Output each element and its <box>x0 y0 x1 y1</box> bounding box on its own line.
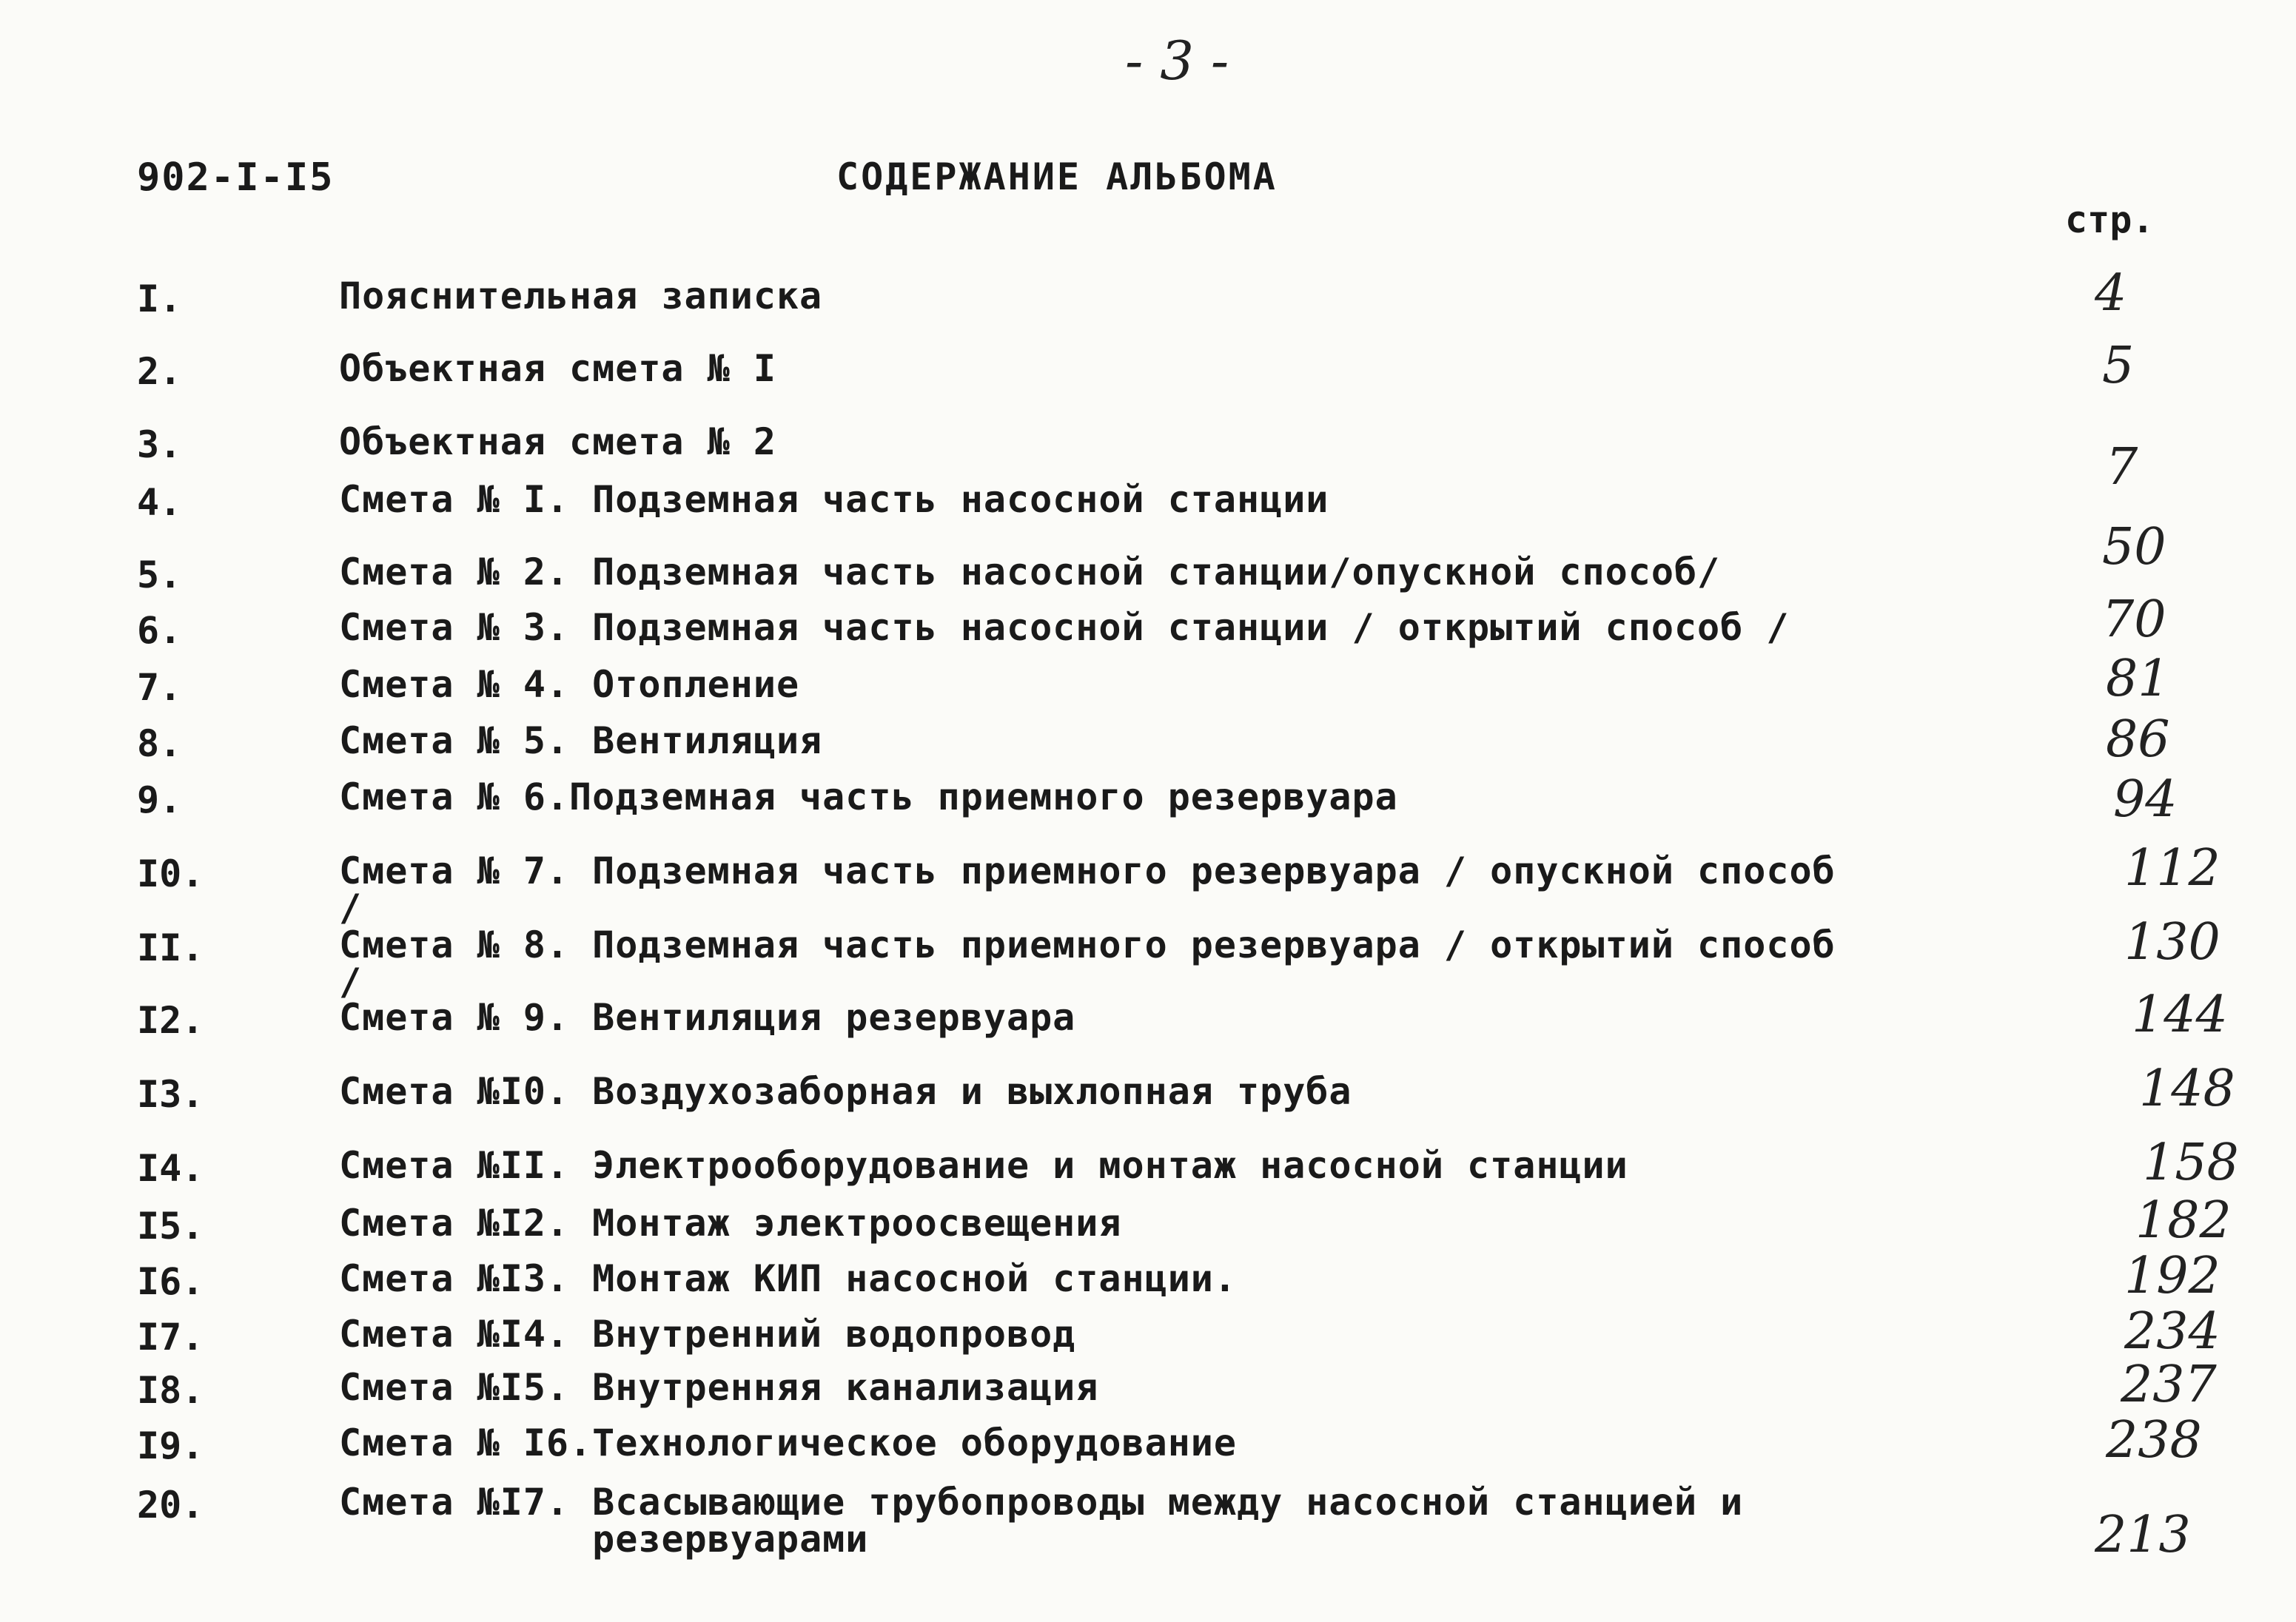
toc-row-text: Смета № 3. Подземная часть насосной станции / открытий способ / <box>339 606 1790 649</box>
toc-row-text: Смета № 5. Вентиляция <box>339 719 823 762</box>
toc-row-text: Смета №I0. Воздухозаборная и выхлопная труба <box>339 1070 1352 1113</box>
toc-row-text: Смета № 6.Подземная часть приемного резервуара <box>339 775 1398 818</box>
toc-row-number: II. <box>137 926 204 969</box>
toc-row-page: 70 <box>2102 590 2166 649</box>
toc-row-number: I4. <box>137 1147 204 1190</box>
toc-row-page: 182 <box>2135 1191 2232 1250</box>
toc-row-page: 192 <box>2124 1247 2221 1305</box>
toc-row-text: Смета №I7. Всасывающие трубопроводы между насосной станцией и резервуарами <box>339 1481 1744 1561</box>
toc-row <box>0 775 2296 845</box>
toc-row-number: 3. <box>137 423 182 466</box>
toc-row-page: 112 <box>2124 839 2221 898</box>
toc-row-number: I2. <box>137 999 204 1042</box>
toc-row-page: 4 <box>2095 264 2127 323</box>
toc-row-text: Смета №I4. Внутренний водопровод <box>339 1313 1076 1356</box>
toc-row-page: 81 <box>2106 650 2170 708</box>
toc-row-number: 4. <box>137 481 182 524</box>
toc-row-number: 6. <box>137 609 182 652</box>
toc-row-page: 237 <box>2121 1356 2217 1414</box>
toc-row-number: I6. <box>137 1260 204 1303</box>
page-number: - 3 - <box>1125 30 1229 92</box>
toc-row-text: Смета №I5. Внутренняя канализация <box>339 1366 1099 1409</box>
toc-row <box>0 913 2296 1003</box>
toc-row <box>0 986 2296 1066</box>
toc-row <box>0 839 2296 929</box>
toc-row-text: Объектная смета № 2 <box>339 420 776 463</box>
toc-row-text: Смета № 8. Подземная часть приемного резервуара / открытий способ / <box>339 923 1859 1003</box>
toc-row-text: Пояснительная записка <box>339 275 823 317</box>
toc-row-text: Смета №II. Электрооборудование и монтаж насосной станции <box>339 1144 1628 1187</box>
document-code: 902-I-I5 <box>137 155 335 200</box>
toc-row-number: 20. <box>137 1484 204 1527</box>
toc-row-page: 148 <box>2139 1060 2235 1118</box>
toc-row <box>0 1481 2296 1580</box>
toc-row-page: 94 <box>2113 770 2178 829</box>
toc-row <box>0 1060 2296 1140</box>
toc-row-text: Смета №I3. Монтаж КИП насосной станции. <box>339 1257 1237 1300</box>
toc-row-number: 7. <box>137 666 182 709</box>
page-column-label: стр. <box>2065 198 2155 241</box>
toc-row-number: I7. <box>137 1316 204 1359</box>
toc-row-text: Смета № 9. Вентиляция резервуара <box>339 996 1076 1039</box>
document-title: СОДЕРЖАНИЕ АЛЬБОМА <box>836 155 1278 198</box>
toc-row <box>0 264 2296 344</box>
toc-row-page: 86 <box>2106 710 2170 769</box>
toc-row-page: 5 <box>2102 337 2135 395</box>
toc-row-text: Смета № 7. Подземная часть приемного резервуара / опускной способ / <box>339 849 1859 929</box>
toc-row <box>0 337 2296 417</box>
toc-row-number: 5. <box>137 553 182 596</box>
toc-row-page: 144 <box>2132 986 2228 1044</box>
toc-row-number: 2. <box>137 350 182 393</box>
toc-row-page: 130 <box>2124 913 2221 972</box>
toc-row-number: I. <box>137 277 182 320</box>
toc-row-text: Смета № I6.Технологическое оборудование <box>339 1421 1237 1464</box>
toc-row-number: I5. <box>137 1205 204 1248</box>
toc-row-text: Объектная смета № I <box>339 347 776 390</box>
toc-row-page: 234 <box>2124 1302 2221 1361</box>
toc-row-text: Смета № 2. Подземная часть насосной станции/опускной способ/ <box>339 551 1721 593</box>
toc-row-number: 8. <box>137 722 182 765</box>
toc-row-number: I3. <box>137 1073 204 1116</box>
toc-row-number: I8. <box>137 1369 204 1412</box>
toc-row-number: I9. <box>137 1424 204 1467</box>
toc-row-page: 7 <box>2106 438 2138 497</box>
toc-row-page: 158 <box>2143 1134 2239 1192</box>
toc-row-page: 238 <box>2106 1411 2202 1470</box>
toc-row-text: Смета №I2. Монтаж электроосвещения <box>339 1202 1122 1245</box>
toc-row-text: Смета № 4. Отопление <box>339 663 800 706</box>
toc-row-text: Смета № I. Подземная часть насосной станции <box>339 478 1329 521</box>
toc-row-number: 9. <box>137 778 182 821</box>
toc-row-page: 50 <box>2102 518 2166 576</box>
toc-row-number: I0. <box>137 852 204 895</box>
toc-row-page: 213 <box>2095 1506 2191 1564</box>
